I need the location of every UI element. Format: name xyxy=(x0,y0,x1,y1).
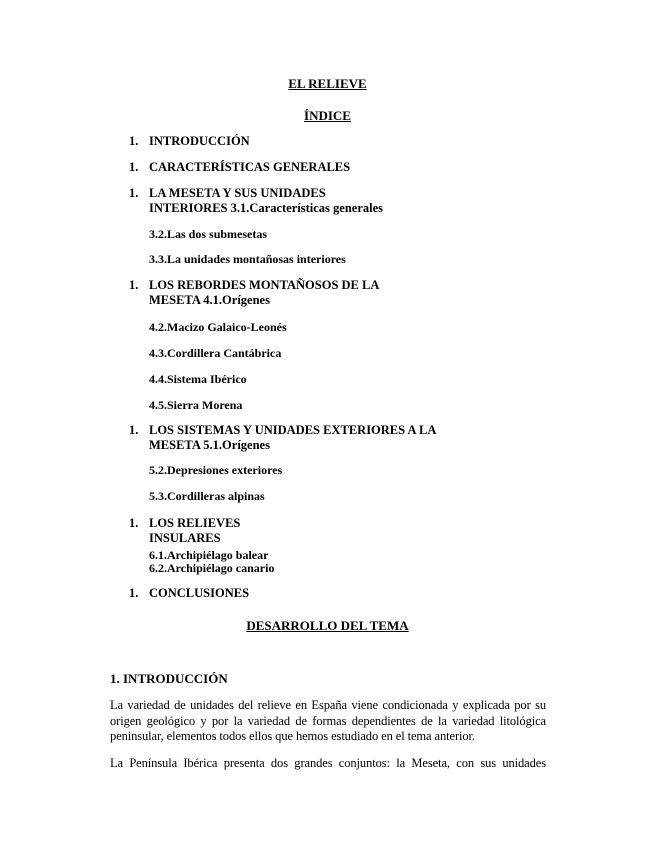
toc-subitem-sistema-iberico: 4.4.Sistema Ibérico xyxy=(149,372,247,386)
toc-subitem-cordilleras-alpinas: 5.3.Cordilleras alpinas xyxy=(149,489,265,503)
toc-item-insulares-line1: LOS RELIEVES xyxy=(149,516,241,530)
toc-subitem-submesetas: 3.2.Las dos submesetas xyxy=(149,227,268,241)
toc-item-number: 1. xyxy=(129,160,139,174)
toc-item-number: 1. xyxy=(129,186,139,200)
development-title: DESARROLLO DEL TEMA xyxy=(246,618,409,633)
toc-item-sistemas-line2: MESETA 5.1.Orígenes xyxy=(149,438,270,452)
toc-item-caracteristicas: CARACTERÍSTICAS GENERALES xyxy=(149,160,351,174)
toc-item-meseta-line1: LA MESETA Y SUS UNIDADES xyxy=(149,186,326,200)
toc-item-rebordes-line1: LOS REBORDES MONTAÑOSOS DE LA xyxy=(149,278,380,292)
toc-item-number: 1. xyxy=(129,586,139,600)
toc-item-rebordes-line2: MESETA 4.1.Orígenes xyxy=(149,293,270,307)
toc-item-conclusiones: CONCLUSIONES xyxy=(149,586,250,600)
toc-item-number: 1. xyxy=(129,134,139,148)
toc-item-sistemas-line1: LOS SISTEMAS Y UNIDADES EXTERIORES A LA xyxy=(149,423,437,437)
toc-subitem-balear: 6.1.Archipiélago balear xyxy=(149,548,269,562)
toc-item-introduccion: INTRODUCCIÓN xyxy=(149,134,250,148)
toc-subitem-macizo-galaico: 4.2.Macizo Galaico-Leonés xyxy=(149,320,287,334)
toc-subitem-depresiones: 5.2.Depresiones exteriores xyxy=(149,463,283,477)
index-title: ÍNDICE xyxy=(304,108,351,123)
toc-subitem-canario: 6.2.Archipiélago canario xyxy=(149,561,275,575)
toc-item-meseta-line2: INTERIORES 3.1.Características generales xyxy=(149,201,383,215)
toc-item-number: 1. xyxy=(129,423,139,437)
toc-item-number: 1. xyxy=(129,516,139,530)
document-title: EL RELIEVE xyxy=(288,76,367,91)
paragraph-1: La variedad de unidades del relieve en España viene condicionada y explicada por su origen geológico y por la variedad de formas dependientes de la variedad litológica peninsular, elementos todos ellos que hemos estudiado en el tema anterior. xyxy=(110,698,546,743)
toc-item-number: 1. xyxy=(129,278,139,292)
toc-subitem-sierra-morena: 4.5.Sierra Morena xyxy=(149,398,243,412)
toc-item-insulares-line2: INSULARES xyxy=(149,531,221,545)
toc-subitem-unidades-montanosas: 3.3.La unidades montañosas interiores xyxy=(149,252,346,266)
section-heading-introduccion: 1. INTRODUCCIÓN xyxy=(110,671,228,686)
paragraph-2: La Península Ibérica presenta dos grandes conjuntos: la Meseta, con sus unidades xyxy=(110,756,546,770)
toc-subitem-cordillera-cantabrica: 4.3.Cordillera Cantábrica xyxy=(149,346,282,360)
